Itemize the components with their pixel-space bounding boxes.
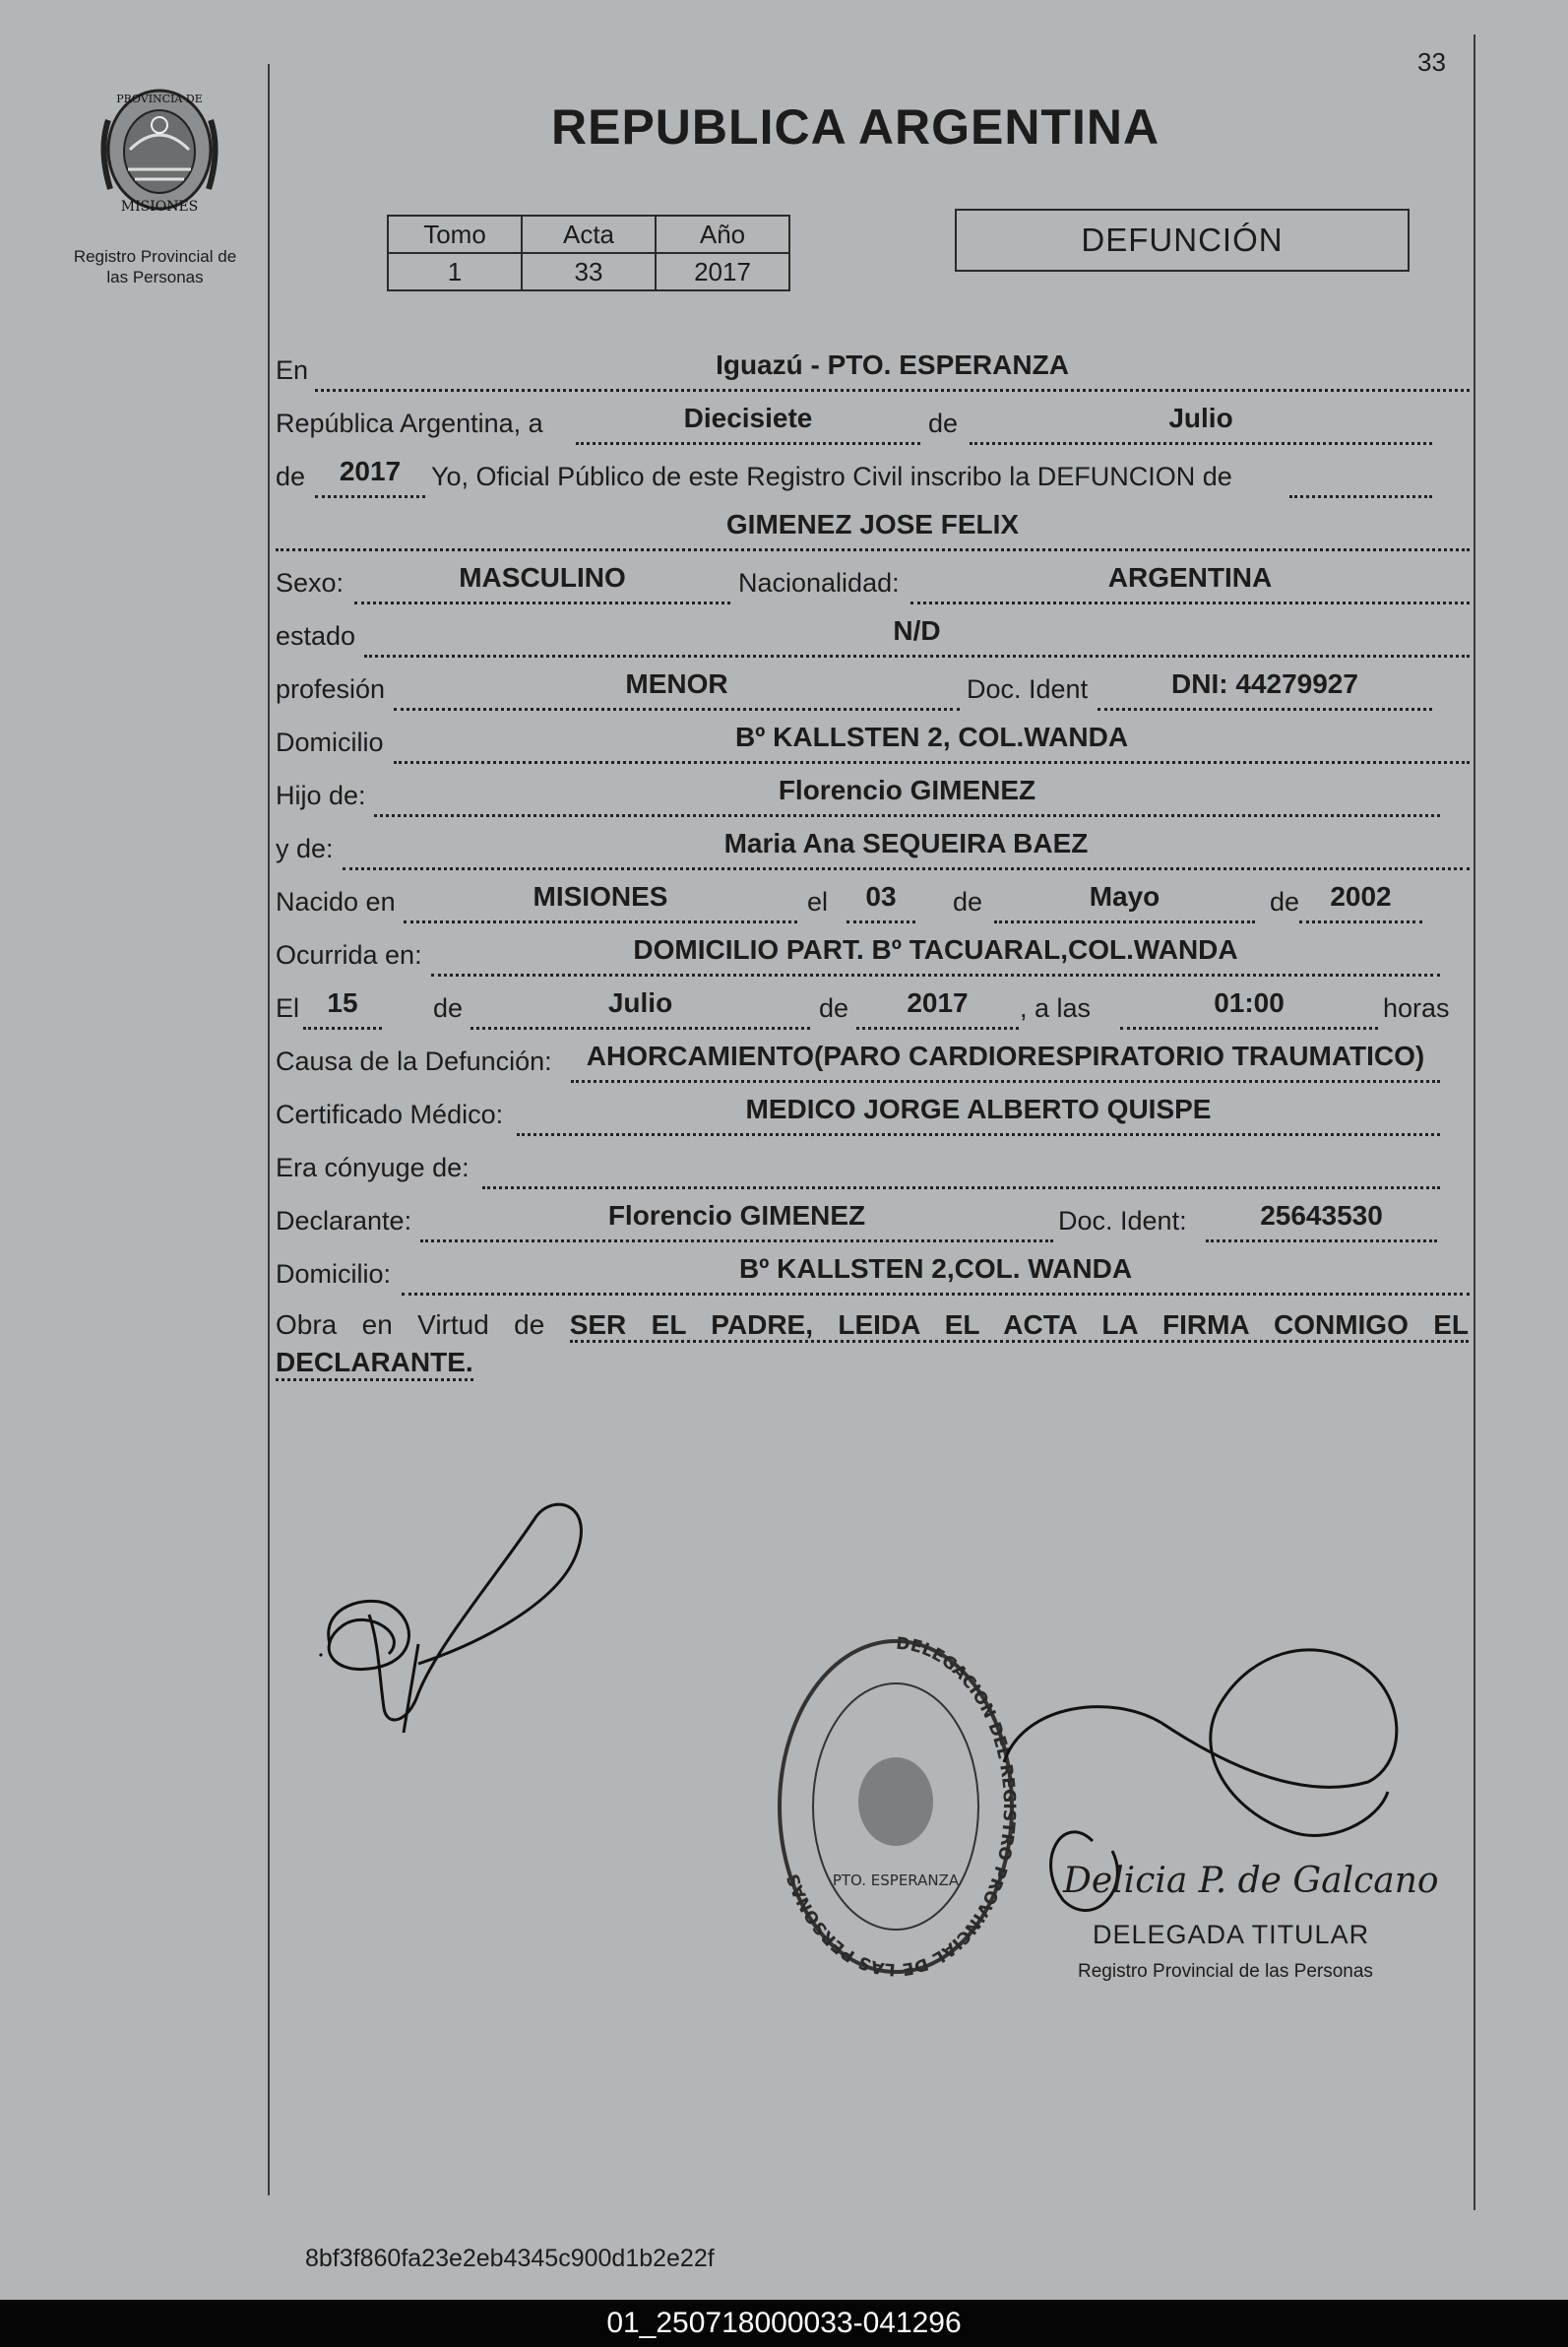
field-nac-anio (1299, 881, 1422, 923)
document-hash: 8bf3f860fa23e2eb4345c900d1b2e22f (305, 2245, 715, 2272)
row-fecha (276, 403, 1470, 445)
row-lugar (276, 349, 1470, 392)
value-nacido-en: MISIONES (533, 881, 668, 912)
field-def-hora (1120, 987, 1378, 1030)
label-domicilio: Domicilio (276, 728, 384, 757)
label-en: En (276, 355, 309, 385)
act-type-box: DEFUNCIÓN (955, 209, 1410, 272)
row-certificado (276, 1094, 1470, 1136)
field-declarante-domicilio (402, 1253, 1470, 1296)
row-oficial (276, 456, 1470, 498)
field-def-anio (856, 987, 1019, 1030)
right-margin-line (1474, 34, 1475, 2210)
value-estado: N/D (893, 615, 941, 646)
value-nac-dia: 03 (865, 881, 897, 912)
row-domicilio (276, 722, 1470, 764)
official-signature-name: Delicia P. de Galcano (1063, 1861, 1439, 1901)
obra-line (276, 1305, 1469, 1345)
value-nacionalidad: ARGENTINA (1107, 562, 1273, 593)
registry-value: 2017 (656, 253, 789, 290)
label-de: de (953, 887, 983, 917)
label-estado: estado (276, 621, 356, 651)
field-madre (343, 828, 1470, 870)
row-causa (276, 1041, 1470, 1083)
label-de: de (276, 462, 306, 491)
declarant-signature-icon (310, 1496, 625, 1752)
row-sexo (276, 562, 1470, 604)
field-estado (364, 615, 1470, 658)
field-nacido-en (404, 881, 797, 923)
label-de: de (819, 993, 849, 1023)
field-padre (374, 775, 1440, 817)
stamp-ring-text: DELEGACION DEL REGISTRO PROVINCIAL DE LAS PERSONAS (783, 1633, 1020, 1980)
registry-header: Acta (522, 216, 656, 253)
left-margin-line (268, 64, 270, 2195)
registry-caption-line: Registro Provincial de (73, 247, 237, 266)
field-blank (1289, 456, 1432, 498)
label-hijo-de: Hijo de: (276, 781, 366, 810)
field-def-mes (470, 987, 810, 1030)
label-nacionalidad: Nacionalidad: (738, 568, 900, 598)
registry-table (387, 215, 790, 291)
label-conyuge: Era cónyuge de: (276, 1153, 470, 1182)
value-nac-anio: 2002 (1330, 881, 1392, 912)
value-anio: 2017 (339, 456, 402, 486)
label-sexo: Sexo: (276, 568, 345, 598)
label-nacido-en: Nacido en (276, 887, 396, 917)
label-certificado: Certificado Médico: (276, 1100, 504, 1129)
stamp-inner-text: PTO. ESPERANZA (832, 1871, 960, 1889)
value-nac-mes: Mayo (1089, 881, 1160, 912)
field-dia (576, 403, 920, 445)
value-def-hora: 01:00 (1214, 987, 1285, 1018)
field-nac-mes (994, 881, 1255, 923)
row-padre (276, 775, 1470, 817)
field-declarante-doc (1206, 1200, 1437, 1242)
value-obra-line2: DECLARANTE. (276, 1347, 473, 1381)
signatory-role: DELEGADA TITULAR (1093, 1920, 1370, 1949)
value-def-mes: Julio (607, 987, 673, 1018)
value-madre: Maria Ana SEQUEIRA BAEZ (723, 828, 1089, 858)
label-causa: Causa de la Defunción: (276, 1047, 552, 1076)
row-declarante-domicilio (276, 1253, 1470, 1296)
label-republica: República Argentina, a (276, 409, 543, 438)
value-def-anio: 2017 (907, 987, 969, 1018)
field-mes (970, 403, 1432, 445)
row-nacimiento (276, 881, 1470, 923)
label-de: de (928, 409, 959, 438)
document-title: REPUBLICA ARGENTINA (551, 99, 1160, 155)
registry-caption (44, 246, 266, 287)
value-sexo: MASCULINO (459, 562, 626, 593)
value-causa: AHORCAMIENTO(PARO CARDIORESPIRATORIO TRAUMATICO) (586, 1041, 1425, 1071)
label-de: de (1270, 887, 1300, 917)
label-obra: Virtud (417, 1309, 489, 1340)
field-nac-dia (847, 881, 915, 923)
label-a-las: , a las (1020, 993, 1092, 1023)
province-seal-icon (81, 81, 238, 219)
row-conyuge (276, 1150, 1470, 1189)
value-lugar: Iguazú - PTO. ESPERANZA (716, 349, 1069, 380)
signatory-org: Registro Provincial de las Personas (1078, 1961, 1373, 1982)
row-estado (276, 615, 1470, 658)
field-certificado (517, 1094, 1440, 1136)
label-el: el (807, 887, 829, 917)
value-profesion: MENOR (625, 668, 728, 699)
value-dia: Diecisiete (683, 403, 813, 433)
label-oficial: Yo, Oficial Público de este Registro Civil inscribo la DEFUNCION de (431, 462, 1232, 491)
field-def-dia (303, 987, 382, 1030)
row-nombre (276, 509, 1470, 551)
logo-top-text: PROVINCIA DE (116, 93, 203, 105)
label-declarante: Declarante: (276, 1206, 412, 1236)
field-profesion (394, 668, 960, 711)
label-y-de: y de: (276, 834, 334, 863)
value-ocurrida-en: DOMICILIO PART. Bº TACUARAL,COL.WANDA (633, 934, 1238, 965)
value-declarante-doc: 25643530 (1260, 1200, 1383, 1231)
field-domicilio (394, 722, 1470, 764)
label-doc-ident2: Doc. Ident: (1058, 1206, 1187, 1236)
label-obra: en (361, 1309, 393, 1340)
label-domicilio2: Domicilio: (276, 1259, 392, 1289)
page-number: 33 (1417, 47, 1446, 77)
field-nacionalidad (910, 562, 1470, 604)
label-obra: Obra (276, 1309, 338, 1340)
row-ocurrida (276, 934, 1470, 977)
registry-header: Tomo (388, 216, 522, 253)
registry-value: 1 (388, 253, 522, 290)
value-obra-line1: SER EL PADRE, LEIDA EL ACTA LA FIRMA CONMIGO EL (570, 1309, 1469, 1343)
value-certificado: MEDICO JORGE ALBERTO QUISPE (745, 1094, 1212, 1124)
label-de: de (433, 993, 464, 1023)
value-nombre: GIMENEZ JOSE FELIX (725, 509, 1020, 539)
field-anio (315, 456, 425, 498)
field-lugar (315, 349, 1470, 392)
label-ocurrida-en: Ocurrida en: (276, 940, 422, 970)
field-nombre (276, 509, 1470, 551)
label-obra: de (514, 1309, 545, 1340)
registry-header: Año (656, 216, 789, 253)
label-horas: horas (1383, 993, 1450, 1023)
label-profesion: profesión (276, 674, 386, 704)
label-doc-ident: Doc. Ident (967, 674, 1089, 704)
value-declarante-domicilio: Bº KALLSTEN 2,COL. WANDA (738, 1253, 1133, 1284)
field-ocurrida-en (431, 934, 1440, 977)
row-fecha-defuncion (276, 987, 1470, 1030)
value-def-dia: 15 (327, 987, 358, 1018)
row-declarante (276, 1200, 1470, 1242)
field-conyuge (482, 1147, 1440, 1189)
field-causa (571, 1041, 1440, 1083)
value-domicilio: Bº KALLSTEN 2, COL.WANDA (734, 722, 1129, 752)
footer-id-bar: 01_250718000033-041296 (0, 2300, 1568, 2347)
row-madre (276, 828, 1470, 870)
label-el: El (276, 993, 300, 1023)
field-declarante (420, 1200, 1053, 1242)
value-padre: Florencio GIMENEZ (778, 775, 1036, 805)
value-doc-ident: DNI: 44279927 (1171, 668, 1358, 699)
row-profesion (276, 668, 1470, 711)
registry-caption-line: las Personas (106, 268, 204, 286)
value-declarante: Florencio GIMENEZ (607, 1200, 866, 1231)
value-mes: Julio (1168, 403, 1233, 433)
logo-bottom-text: MISIONES (120, 199, 199, 215)
field-doc-ident (1098, 668, 1432, 711)
official-stamp-icon (768, 1624, 1024, 1989)
registry-value: 33 (522, 253, 656, 290)
field-sexo (354, 562, 730, 604)
